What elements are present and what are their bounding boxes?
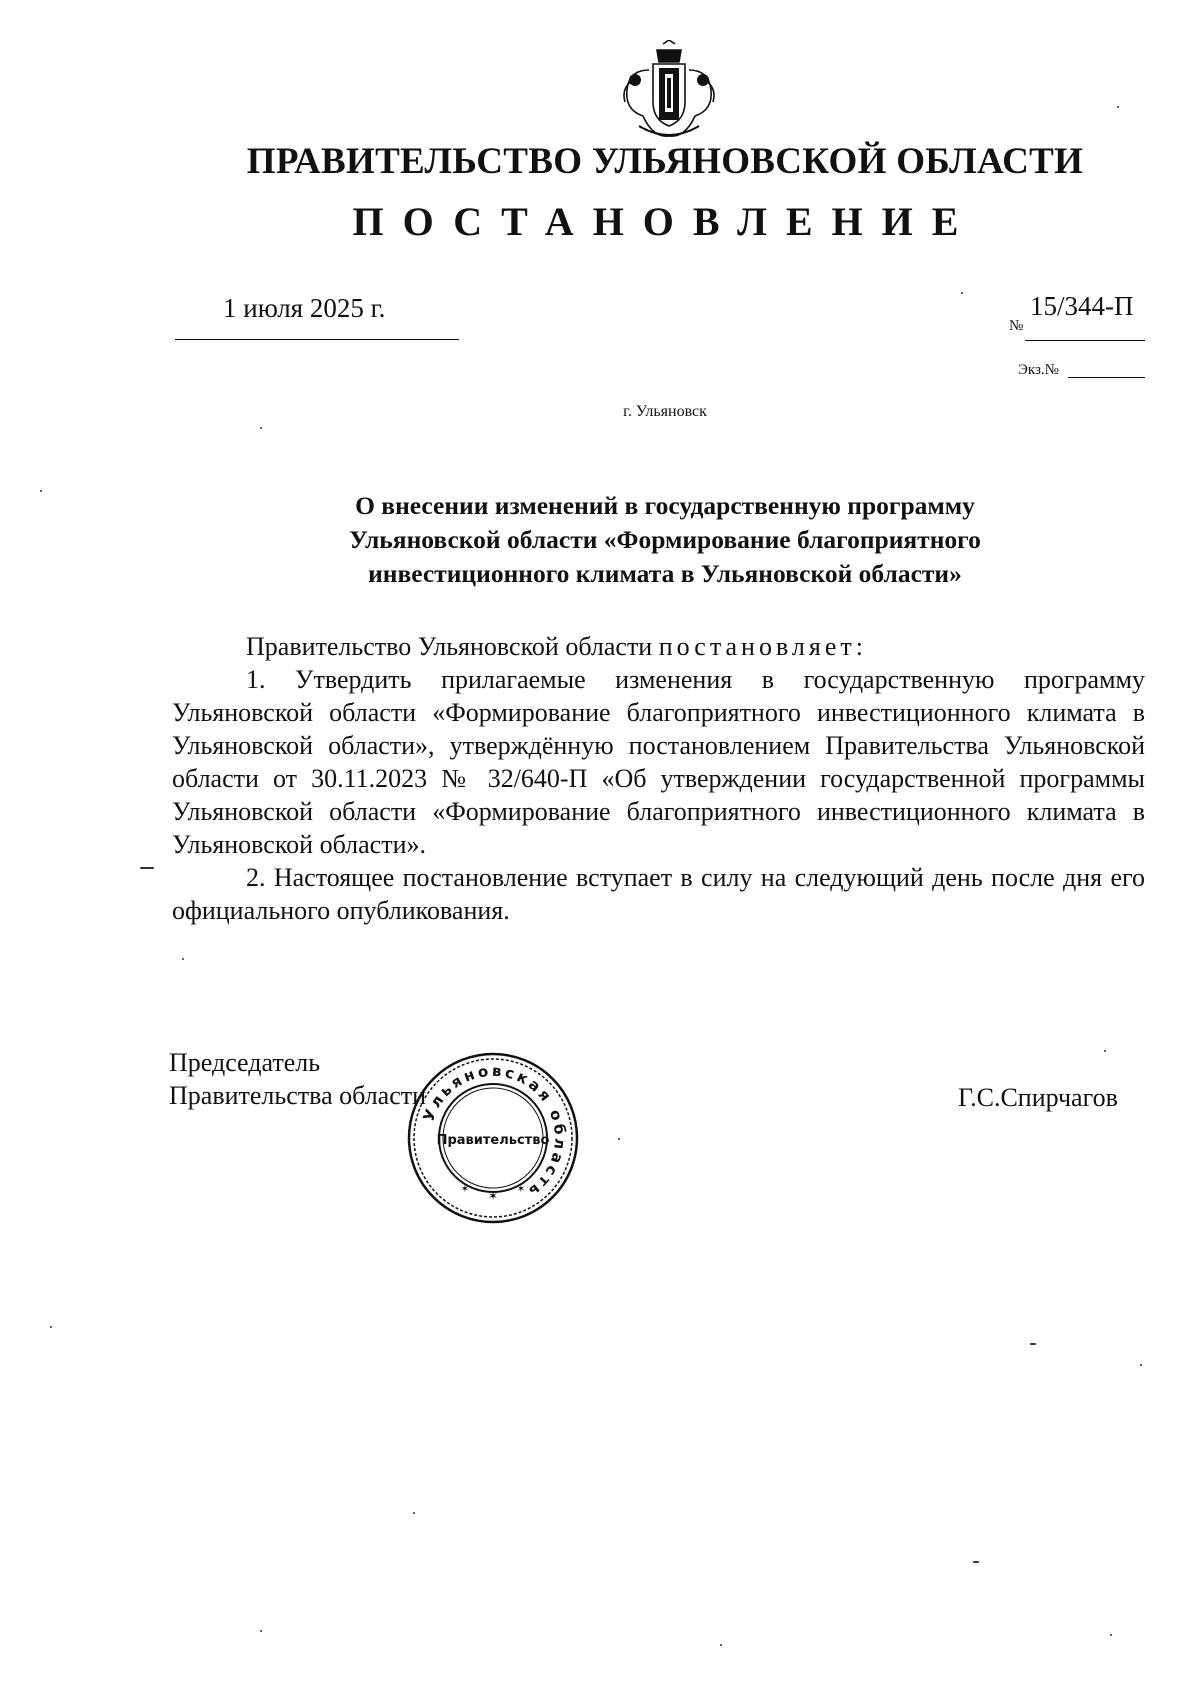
scan-speck [1104,1050,1106,1052]
scan-speck [1117,106,1119,108]
scan-speck [1140,1364,1142,1366]
city-name: г. Ульяновск [623,403,707,420]
lead-paragraph [172,630,1145,663]
scan-speck [182,958,184,960]
signatory-name: Г.С.Спирчагов [958,1083,1118,1112]
seal-center-text: Правительство [436,1133,550,1148]
scan-speck [50,1326,52,1328]
document-body [172,630,1145,927]
scan-speck [260,427,262,429]
document-type-title: ПОСТАНОВЛЕНИЕ [352,199,978,244]
organization-title: ПРАВИТЕЛЬСТВО УЛЬЯНОВСКОЙ ОБЛАСТИ [246,141,1084,182]
scan-speck [720,1644,722,1646]
copy-number-label: Экз.№ [1018,362,1059,378]
lead-text: Правительство Ульяновской области [246,632,653,661]
item-2-paragraph: 2. Настоящее постановление вступает в силу на следующий день после дня его официального опубликования. [172,863,1145,925]
svg-text:✶: ✶ [487,1189,499,1203]
scan-speck [260,1630,262,1632]
scan-speck [1110,1634,1112,1636]
heading-line-2: Ульяновской области «Формирование благоприятного [349,525,981,554]
scan-speck [618,1138,620,1140]
scan-speck [140,867,154,869]
scan-speck [973,1561,979,1563]
scan-speck [1030,1343,1036,1345]
signatory-title-line-1: Председатель [169,1048,321,1077]
svg-text:✶: ✶ [460,1184,470,1195]
heading-line-1: О внесении изменений в государственную программу [355,491,975,520]
svg-text:✶: ✶ [516,1184,526,1195]
date-underline [175,339,459,340]
document-date: 1 июля 2025 г. [223,293,386,323]
copy-number-underline [1068,377,1145,378]
document-heading [270,489,1060,591]
document-number: 15/344-П [1030,291,1134,321]
scan-speck [961,292,963,294]
official-seal-stamp [405,1050,581,1226]
scan-speck [40,490,42,492]
seal-ring-text: Ульяновская область [419,1061,570,1203]
number-sign: № [1009,318,1024,334]
scan-speck [413,1512,415,1514]
lead-verb: постановляет: [658,632,867,661]
heading-line-3: инвестиционного климата в Ульяновской области» [368,559,962,588]
coat-of-arms-emblem [613,40,725,142]
item-1-paragraph: 1. Утвердить прилагаемые изменения в государственную программу Ульяновской области «Формирование благоприятного инвестиционного климата в Ульяновской области», утверждённую постановлением Правительства Ульяновской области от 30.11.2023 № 32/640-П «Об утверждении государственной программы Ульяновской области «Формирование благоприятного инвестиционного климата в Ульяновской области». [172,665,1145,859]
signatory-title-line-2: Правительства области [169,1081,427,1110]
number-underline [1025,340,1145,341]
